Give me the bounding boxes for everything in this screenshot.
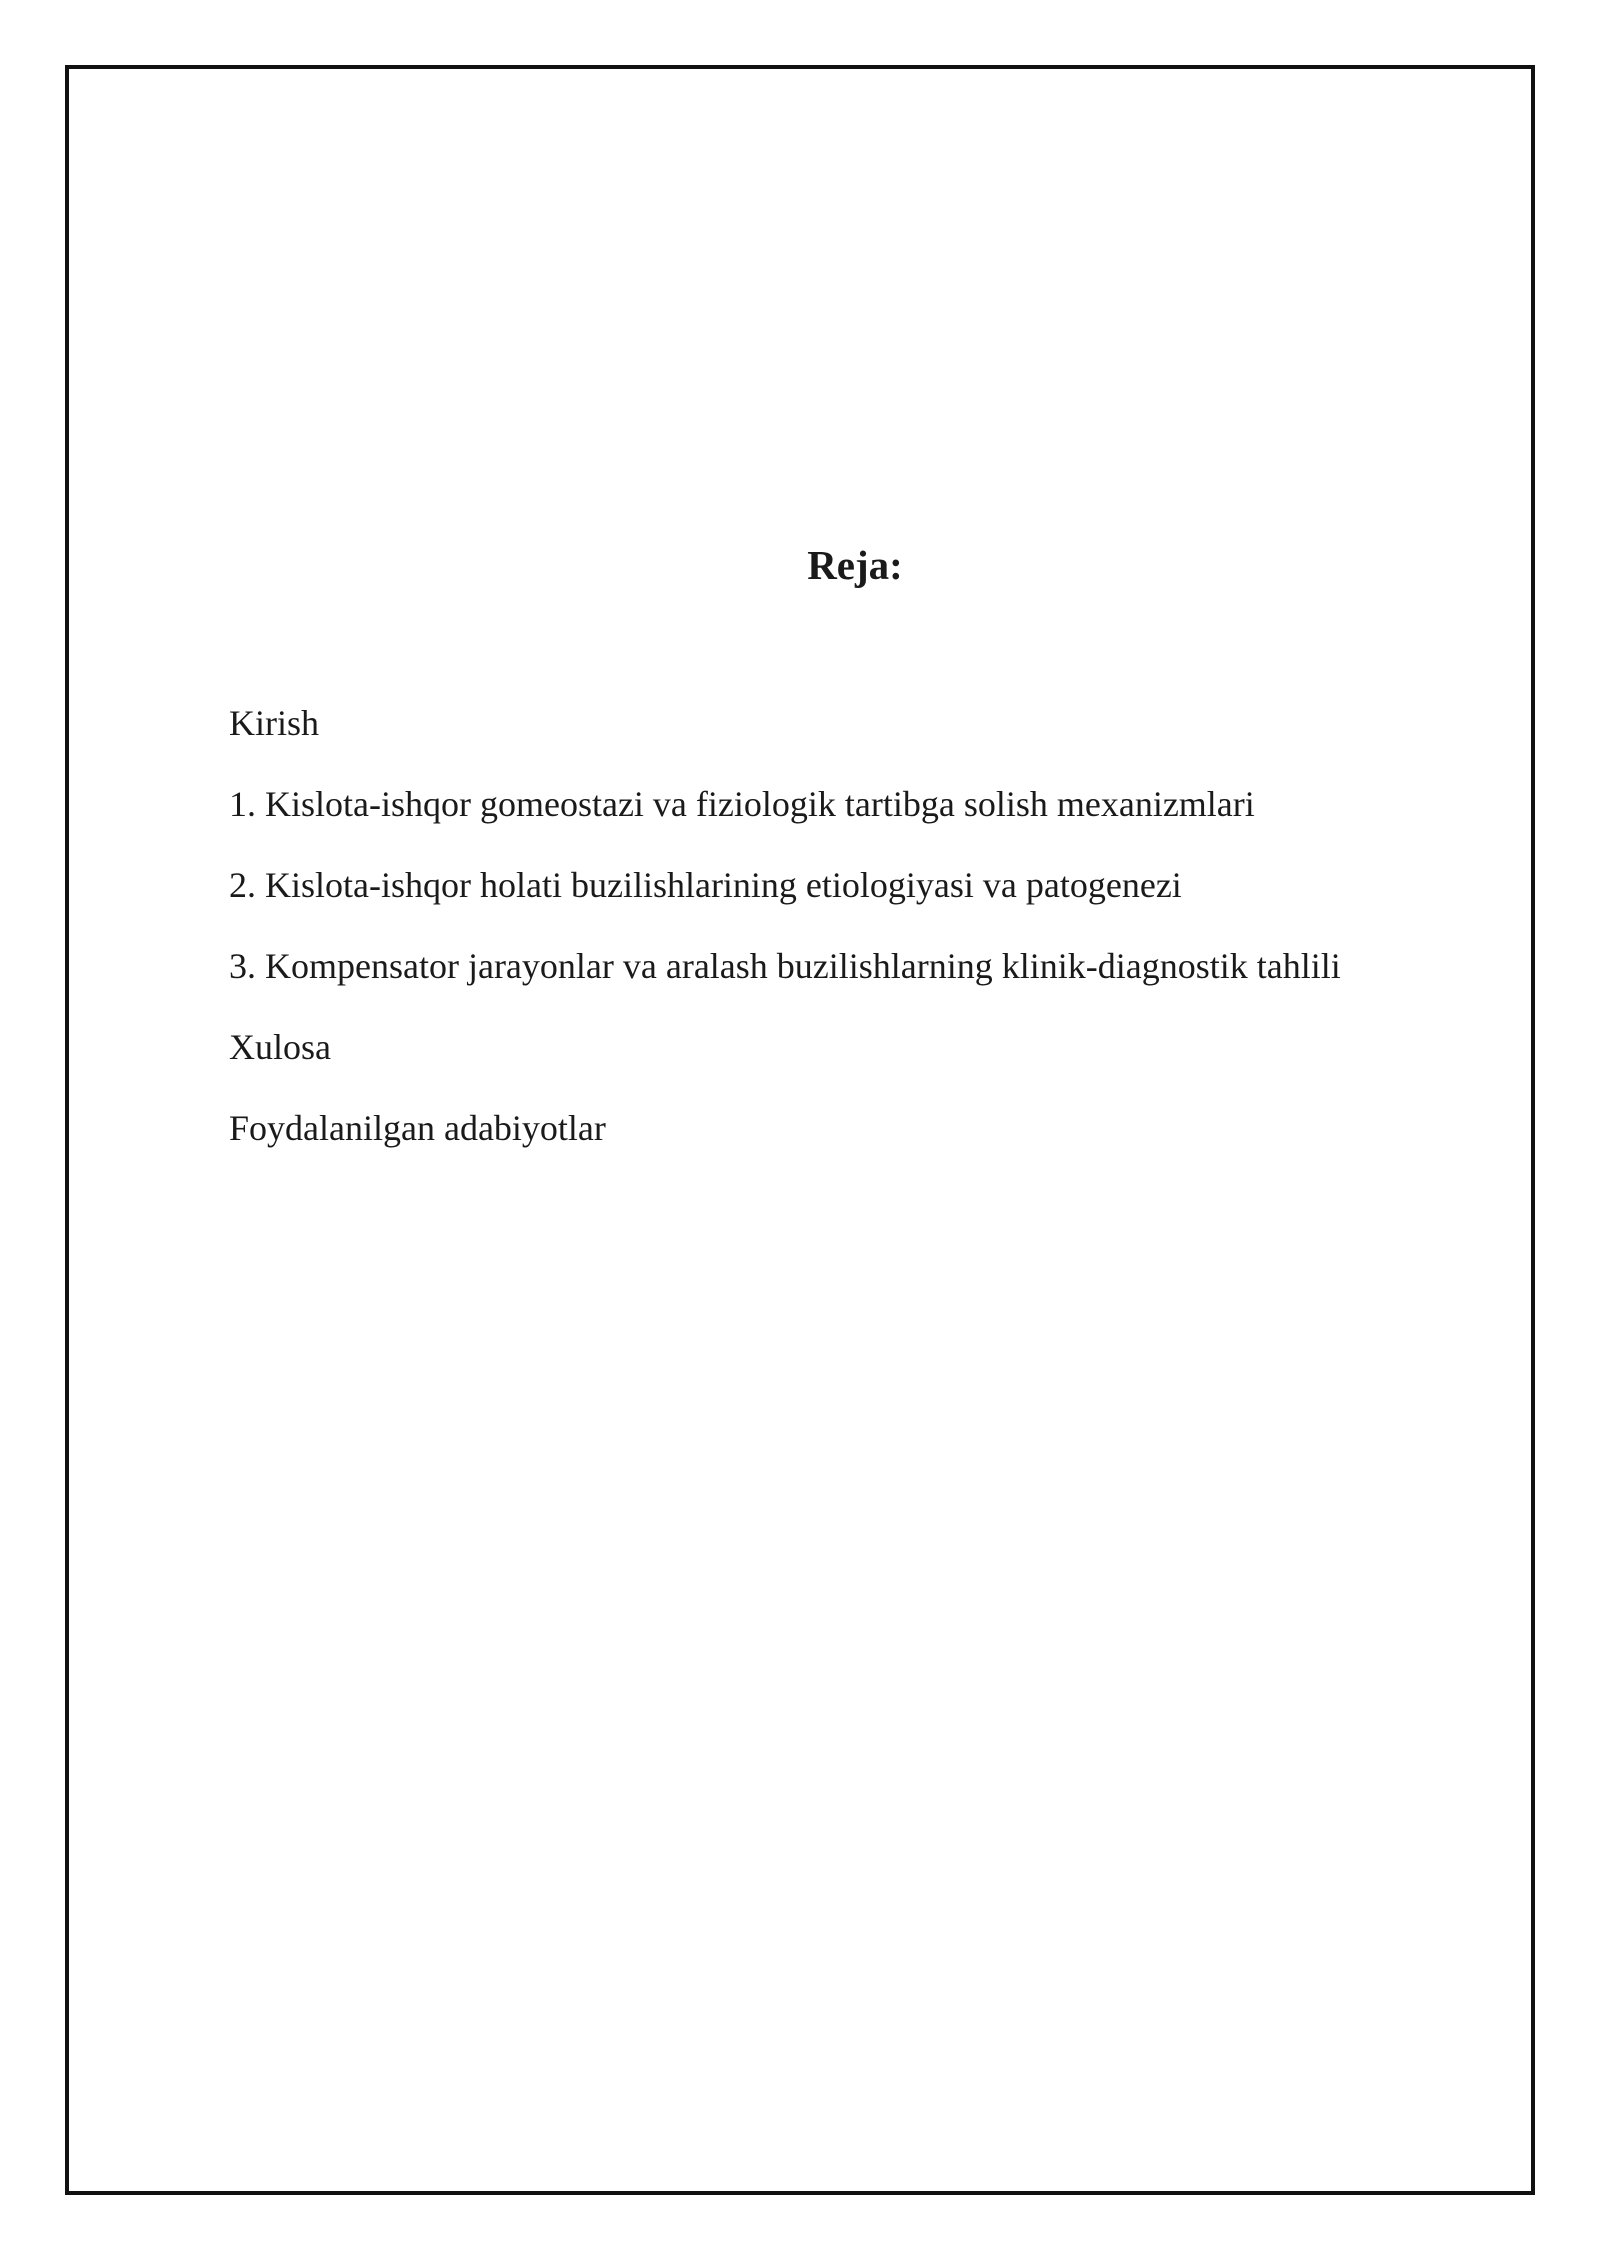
page-title: Reja: — [807, 542, 903, 588]
plan-item-introduction: Kirish — [229, 703, 319, 743]
plan-list — [229, 705, 1341, 1191]
plan-item-references: Foydalanilgan adabiyotlar — [229, 1108, 606, 1148]
plan-item-conclusion: Xulosa — [229, 1027, 331, 1067]
plan-item-chapter-2: 2. Kislota-ishqor holati buzilishlarining etiologiyasi va patogenezi — [229, 865, 1182, 905]
plan-item-chapter-1: 1. Kislota-ishqor gomeostazi va fiziologik tartibga solish mexanizmlari — [229, 784, 1255, 824]
plan-item-chapter-3: 3. Kompensator jarayonlar va aralash buzilishlarning klinik-diagnostik tahlili — [229, 946, 1341, 986]
